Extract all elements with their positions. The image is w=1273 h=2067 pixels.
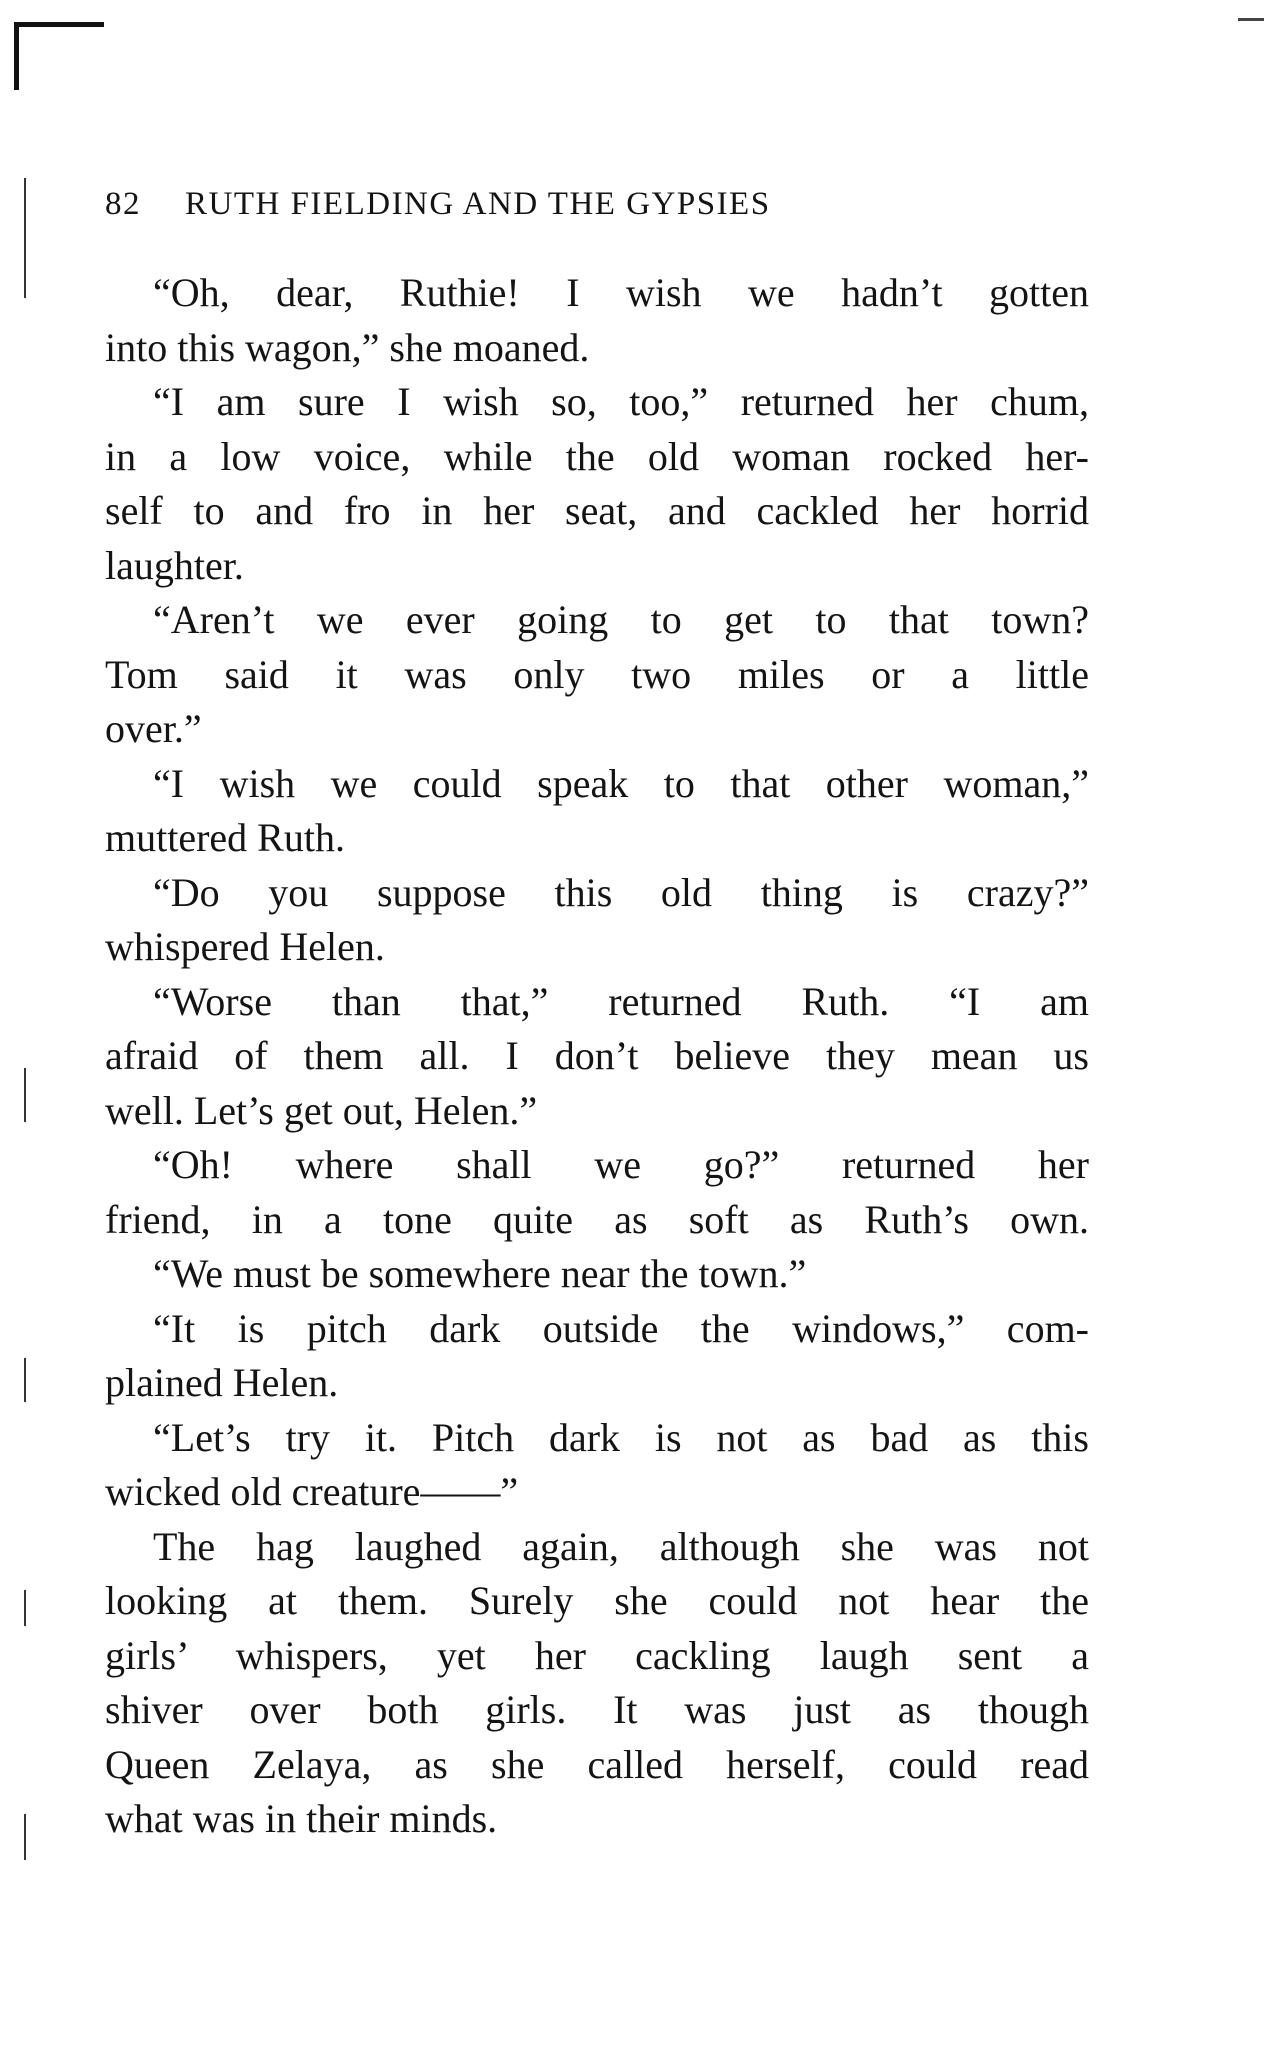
margin-tick <box>24 178 26 298</box>
text-line: Tom said it was only two miles or a little <box>105 651 1089 697</box>
margin-tick <box>24 1068 26 1122</box>
text-line: plained Helen. <box>105 1360 339 1405</box>
margin-tick <box>24 1358 26 1402</box>
running-title: RUTH FIELDING AND THE GYPSIES <box>185 186 771 222</box>
text-line: “I wish we could speak to that other woman,” <box>153 760 1089 806</box>
text-line: Queen Zelaya, as she called herself, could read <box>105 1741 1089 1787</box>
text-line: “It is pitch dark outside the windows,” com- <box>153 1305 1089 1351</box>
scan-corner-mark-vertical <box>14 22 19 90</box>
text-line: over.” <box>105 706 202 751</box>
text-line: “Oh, dear, Ruthie! I wish we hadn’t gotten <box>153 270 1089 315</box>
text-line: into this wagon,” she moaned. <box>105 324 590 370</box>
text-line: looking at them. Surely she could not hear the <box>105 1578 1089 1623</box>
margin-tick <box>24 1590 26 1626</box>
text-line: afraid of them all. I don’t believe they mean us <box>105 1033 1089 1078</box>
text-line: in a low voice, while the old woman rocked her- <box>105 433 1089 479</box>
scan-corner-mark <box>14 22 36 92</box>
text-line: whispered Helen. <box>105 924 385 969</box>
text-line: what was in their minds. <box>105 1796 498 1841</box>
text-line: well. Let’s get out, Helen.” <box>105 1087 538 1133</box>
scan-corner-mark-horizontal <box>14 22 104 27</box>
text-line: “I am sure I wish so, too,” returned her chum, <box>153 379 1089 424</box>
text-line: “We must be somewhere near the town.” <box>153 1251 807 1296</box>
text-line: self to and fro in her seat, and cackled her horrid <box>105 488 1089 533</box>
text-line: muttered Ruth. <box>105 815 345 860</box>
text-line: “Let’s try it. Pitch dark is not as bad as this <box>153 1414 1089 1460</box>
text-line: “Oh! where shall we go?” returned her <box>153 1142 1089 1187</box>
text-line: girls’ whispers, yet her cackling laugh sent a <box>105 1632 1089 1678</box>
text-line: “Aren’t we ever going to get to that town? <box>153 597 1089 642</box>
text-line: “Worse than that,” returned Ruth. “I am <box>153 978 1089 1024</box>
scan-edge-mark <box>1238 18 1264 21</box>
margin-tick <box>24 1814 26 1860</box>
text-line: The hag laughed again, although she was not <box>153 1523 1089 1569</box>
text-line: friend, in a tone quite as soft as Ruth’s own. <box>105 1196 1089 1242</box>
text-line: wicked old creature——” <box>105 1469 519 1514</box>
running-head <box>105 186 1005 234</box>
body-text <box>105 266 1089 1847</box>
text-line: laughter. <box>105 542 244 588</box>
page-number: 82 <box>105 186 141 222</box>
text-line: shiver over both girls. It was just as though <box>105 1687 1089 1732</box>
text-line: “Do you suppose this old thing is crazy?” <box>153 869 1089 915</box>
